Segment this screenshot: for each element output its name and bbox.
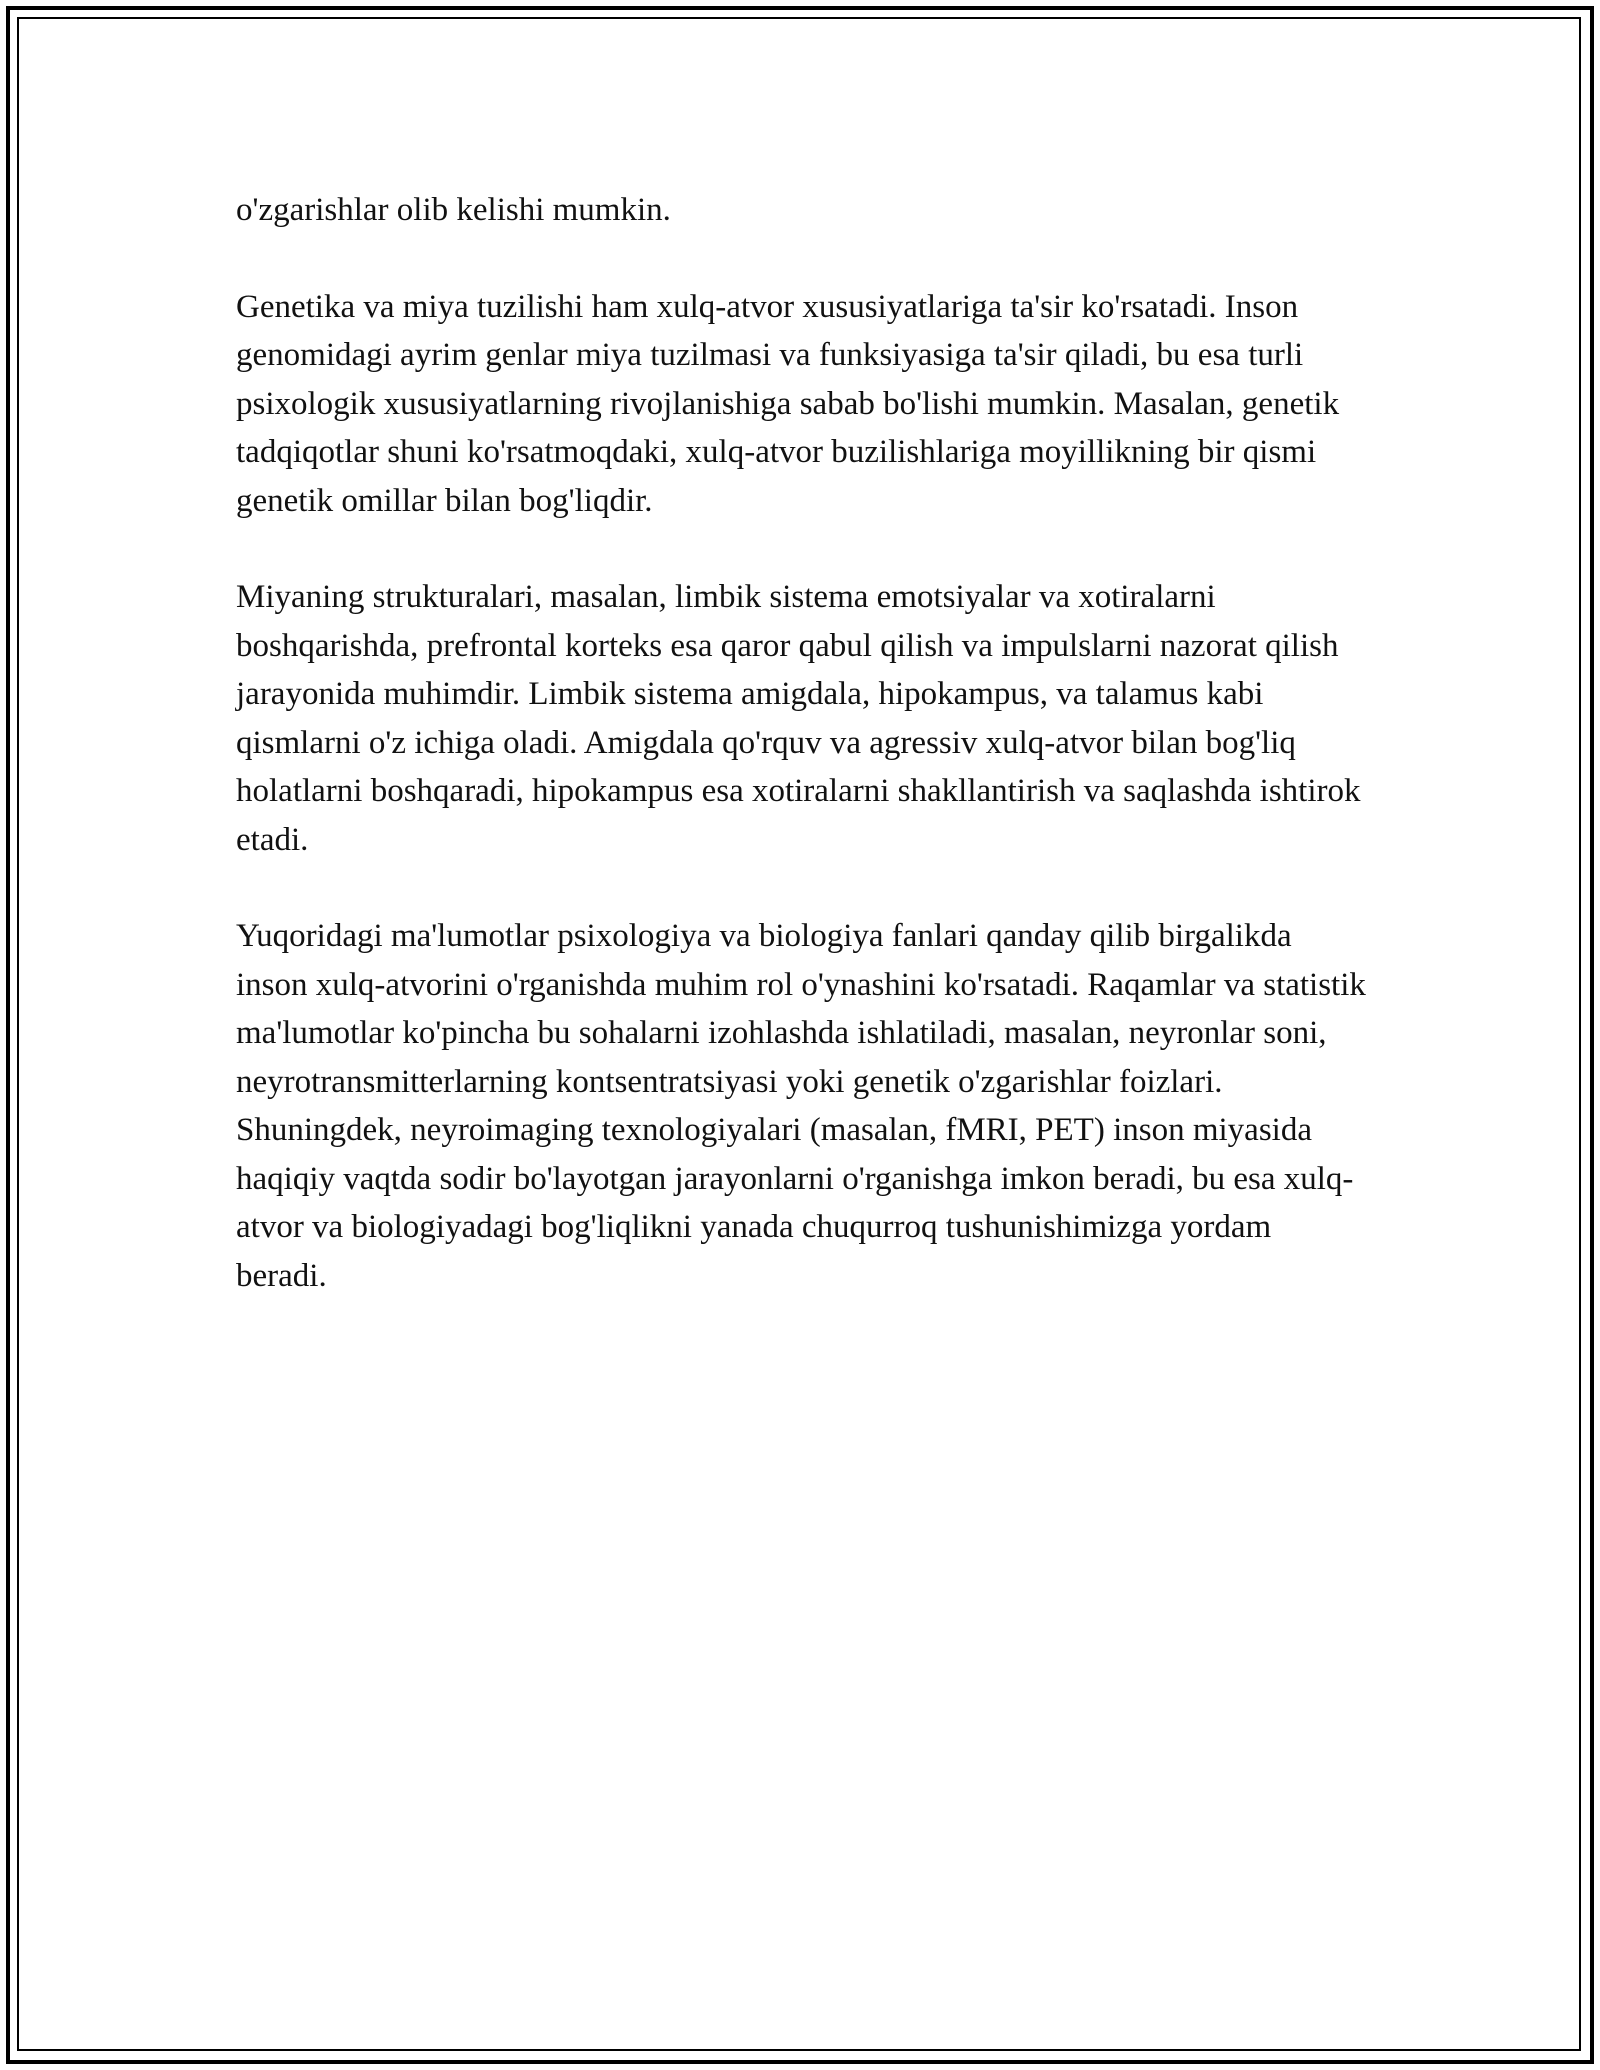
paragraph-genetics: Genetika va miya tuzilishi ham xulq-atvor xususiyatlariga ta'sir ko'rsatadi. Inson genomidagi ayrim genlar miya tuzilmasi va funksiyasiga ta'sir qiladi, bu esa turli psixologik xususiyatlarning rivojlanishiga sabab bo'lishi mumkin. Masalan, genetik tadqiqotlar shuni ko'rsatmoqdaki, xulq-atvor buzilishlariga moyillikning bir qismi genetik omillar bilan bog'liqdir.: [236, 288, 1340, 519]
document-body: [236, 186, 1366, 1348]
paragraph-conclusion: Yuqoridagi ma'lumotlar psixologiya va biologiya fanlari qanday qilib birgalikda inson xulq-atvorini o'rganishda muhim rol o'ynashini ko'rsatadi. Raqamlar va statistik ma'lumotlar ko'pincha bu sohalarni izohlashda ishlatiladi, masalan, neyronlar soni, neyrotransmitterlarning kontsentratsiyasi yoki genetik o'zgarishlar foizlari. Shuningdek, neyroimaging texnologiyalari (masalan, fMRI, PET) inson miyasida haqiqiy vaqtda sodir bo'layotgan jarayonlarni o'rganishga imkon beradi, bu esa xulq-atvor va biologiyadagi bog'liqlikni yanada chuqurroq tushunishimizga yordam beradi.: [236, 918, 1366, 1294]
paragraph-brain-structures: Miyaning strukturalari, masalan, limbik sistema emotsiyalar va xotiralarni boshqarishda, prefrontal korteks esa qaror qabul qilish va impulslarni nazorat qilish jarayonida muhimdir. Limbik sistema amigdala, hipokampus, va talamus kabi qismlarni o'z ichiga oladi. Amigdala qo'rquv va agressiv xulq-atvor bilan bog'liq holatlarni boshqaradi, hipokampus esa xotiralarni shakllantirish va saqlashda ishtirok etadi.: [236, 579, 1361, 858]
paragraph-continuation: o'zgarishlar olib kelishi mumkin.: [236, 192, 671, 228]
